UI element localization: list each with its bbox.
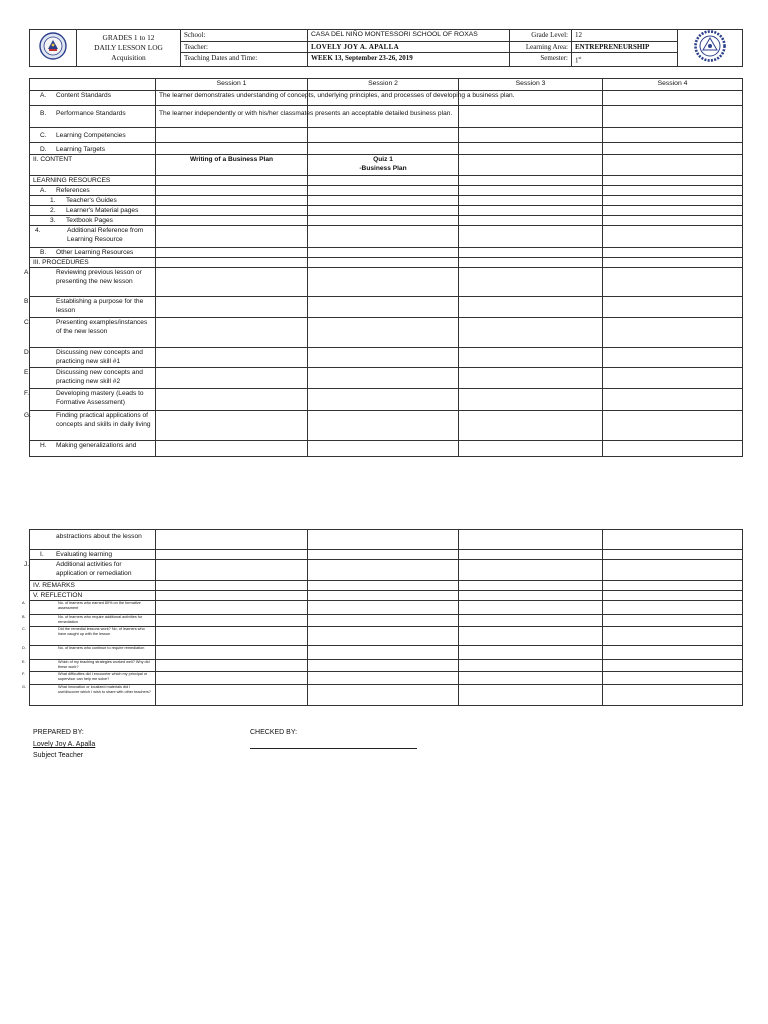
learning-competencies-row — [30, 128, 743, 143]
row-label: Learning Competencies — [56, 132, 126, 139]
cell — [459, 258, 603, 268]
procedure-h-row — [30, 441, 743, 457]
row-letter: B. — [24, 298, 31, 305]
row-label: Establishing a purpose for the lesson — [56, 298, 144, 314]
cell — [603, 348, 743, 368]
cell — [156, 615, 308, 627]
cell — [459, 318, 603, 348]
cell — [308, 411, 459, 441]
session-1-header: Session 1 — [156, 79, 308, 91]
deped-seal-logo — [30, 30, 77, 67]
cell — [459, 176, 603, 186]
cell — [308, 615, 459, 627]
textbook-pages-label — [30, 216, 156, 226]
cell — [459, 206, 603, 216]
cell — [308, 581, 459, 591]
log-title-block — [77, 30, 181, 67]
reflection-a-row — [30, 601, 743, 615]
cell — [603, 196, 743, 206]
cell — [459, 226, 603, 248]
teaching-dates-label: Teaching Dates and Time: — [181, 53, 308, 67]
content-standards-row — [30, 91, 743, 106]
procedure-f-label — [24, 389, 156, 411]
session-2-content — [308, 155, 459, 176]
cell — [459, 216, 603, 226]
learning-competencies-label — [30, 128, 156, 143]
cell — [308, 186, 459, 196]
checked-by-signature-line — [250, 748, 417, 749]
cell — [308, 216, 459, 226]
procedure-i-row — [30, 550, 743, 560]
cell — [308, 248, 459, 258]
row-letter: C. — [22, 627, 26, 631]
teacher-value: LOVELY JOY A. APALLA — [308, 41, 510, 53]
content-label: II. CONTENT — [30, 155, 156, 176]
row-label: No. of learners who earned 80% on the formative assessment — [58, 601, 141, 610]
cell — [603, 176, 743, 186]
cell — [156, 560, 308, 581]
cell — [603, 318, 743, 348]
session-header-row — [30, 79, 743, 91]
row-label: No. of learners who require additional activities for remediation — [58, 615, 143, 624]
cell — [308, 627, 459, 646]
cell — [156, 550, 308, 560]
cell — [156, 601, 308, 615]
cell — [308, 206, 459, 216]
cell — [308, 441, 459, 457]
row-letter: A. — [24, 269, 31, 276]
content-row — [30, 155, 743, 176]
cell — [308, 318, 459, 348]
semester-number: 1 — [575, 56, 579, 65]
row-label: Discussing new concepts and practicing new skill #1 — [56, 349, 143, 365]
row-letter: H. — [40, 442, 47, 449]
cell — [459, 248, 603, 258]
cell — [156, 411, 308, 441]
cell — [603, 646, 743, 660]
teachers-guides-label — [30, 196, 156, 206]
preparer-name: Lovely Joy A. Apalla — [33, 741, 96, 748]
row-letter: B. — [22, 615, 26, 619]
cell — [603, 368, 743, 389]
cell — [308, 389, 459, 411]
preparer-role: Subject Teacher — [33, 752, 84, 759]
school-seal-logo — [678, 30, 743, 67]
school-label: School: — [181, 30, 308, 42]
semester-value — [572, 53, 678, 67]
remarks-label: IV. REMARKS — [30, 581, 156, 591]
cell — [156, 226, 308, 248]
cell — [459, 672, 603, 685]
cell — [308, 368, 459, 389]
row-letter: G. — [22, 685, 27, 689]
procedure-c-label — [24, 318, 156, 348]
cell — [459, 348, 603, 368]
cell — [459, 143, 603, 155]
cell — [156, 685, 308, 706]
cell — [308, 143, 459, 155]
session-3-header: Session 3 — [459, 79, 603, 91]
procedure-a-label — [24, 268, 156, 297]
cell — [156, 672, 308, 685]
row-letter: C. — [24, 319, 31, 326]
cell — [603, 248, 743, 258]
cell — [156, 660, 308, 672]
cell — [156, 389, 308, 411]
teacher-label: Teacher: — [181, 41, 308, 53]
cell — [156, 248, 308, 258]
reflection-d-row — [30, 646, 743, 660]
procedure-i-label — [30, 550, 156, 560]
cell — [459, 591, 603, 601]
references-label — [30, 186, 156, 196]
cell — [459, 685, 603, 706]
cell — [308, 297, 459, 318]
learning-resources-label: LEARNING RESOURCES — [30, 176, 156, 186]
cell — [459, 581, 603, 591]
cell — [308, 226, 459, 248]
learning-targets-label — [30, 143, 156, 155]
procedures-row — [30, 258, 743, 268]
procedure-j-label — [24, 560, 156, 581]
performance-standards-row — [30, 106, 743, 128]
cell — [603, 601, 743, 615]
textbook-pages-row — [30, 216, 743, 226]
procedure-e-row — [30, 368, 743, 389]
reflection-e-row — [30, 660, 743, 672]
row-label: Discussing new concepts and practicing new skill #2 — [56, 369, 143, 385]
row-letter: I. — [40, 551, 44, 558]
cell — [603, 615, 743, 627]
cell — [603, 226, 743, 248]
cell — [459, 411, 603, 441]
cell — [603, 389, 743, 411]
cell — [459, 268, 603, 297]
row-letter: B. — [40, 110, 47, 117]
row-label: Presenting examples/instances of the new lesson — [56, 319, 148, 335]
procedures-label: III. PROCEDURES — [30, 258, 156, 268]
cell — [603, 258, 743, 268]
cell — [156, 646, 308, 660]
cell — [603, 143, 743, 155]
reflection-c-row — [30, 627, 743, 646]
cell — [156, 368, 308, 389]
teachers-guides-row — [30, 196, 743, 206]
reflection-f-row — [30, 672, 743, 685]
procedure-d-label — [24, 348, 156, 368]
cell — [603, 627, 743, 646]
cell — [459, 627, 603, 646]
quiz-title: Quiz 1 — [373, 156, 393, 163]
cell — [603, 411, 743, 441]
cell — [603, 216, 743, 226]
performance-standards-text: The learner independently or with his/her classmates presents an acceptable detailed business plan. — [156, 106, 308, 128]
procedure-b-row — [30, 297, 743, 318]
row-label: Learning Targets — [56, 146, 105, 153]
cell — [603, 91, 743, 106]
quiz-topic: -Business Plan — [359, 165, 407, 172]
cell — [459, 530, 603, 550]
cell — [156, 143, 308, 155]
cell — [156, 196, 308, 206]
cell — [603, 297, 743, 318]
cell — [308, 660, 459, 672]
content-standards-label — [30, 91, 156, 106]
row-letter: F. — [24, 390, 30, 397]
lesson-log-table-page2 — [22, 529, 743, 706]
row-label: No. of learners who continue to require remediation — [58, 646, 145, 650]
session-1-content: Writing of a Business Plan — [156, 155, 308, 176]
blank-cell — [30, 79, 156, 91]
learning-area-label: Learning Area: — [510, 41, 572, 53]
cell — [603, 530, 743, 550]
cell — [603, 685, 743, 706]
row-label: Textbook Pages — [66, 217, 113, 224]
cell — [459, 297, 603, 318]
content-standards-text: The learner demonstrates understanding of concepts, underlying principles, and processes of developing a business plan. — [156, 91, 308, 106]
semester-label: Semester: — [510, 53, 572, 67]
cell — [308, 601, 459, 615]
cell — [156, 297, 308, 318]
cell — [308, 672, 459, 685]
cell — [156, 176, 308, 186]
grade-level-value: 12 — [572, 30, 678, 42]
performance-standards-label — [30, 106, 156, 128]
row-label: Which of my teaching strategies worked well? Why did these work? — [58, 660, 150, 669]
cell — [459, 560, 603, 581]
procedure-g-label — [24, 411, 156, 441]
lesson-log-table-page1 — [24, 78, 743, 457]
cell — [459, 550, 603, 560]
cell — [156, 348, 308, 368]
row-label: Performance Standards — [56, 110, 126, 117]
cell — [156, 186, 308, 196]
row-label: Additional activities for application or remediation — [56, 561, 132, 577]
row-letter: J. — [24, 561, 30, 568]
row-letter: A. — [40, 92, 47, 99]
cell — [603, 441, 743, 457]
cell — [459, 106, 603, 128]
grades-label: GRADES 1 to 12 — [102, 33, 155, 42]
cell — [459, 128, 603, 143]
references-row — [30, 186, 743, 196]
row-label: What innovation or localized materials did I use/discover which I wish to share with other teachers? — [58, 685, 151, 694]
row-letter: A. — [22, 601, 26, 605]
grade-level-label: Grade Level: — [510, 30, 572, 42]
cell — [156, 258, 308, 268]
row-number: 3. — [50, 217, 56, 224]
row-label: Other Learning Resources — [56, 249, 134, 256]
cell — [603, 672, 743, 685]
cell — [603, 581, 743, 591]
additional-reference-row — [30, 226, 743, 248]
reflection-c-label — [22, 627, 156, 646]
session-4-header: Session 4 — [603, 79, 743, 91]
learning-area-value: ENTREPRENEURSHIP — [572, 41, 678, 53]
remarks-row — [30, 581, 743, 591]
row-label: Did the remedial lessons work? No. of learners who have caught up with the lesson — [58, 627, 145, 636]
checked-by-label: CHECKED BY: — [250, 729, 298, 736]
reflection-b-row — [30, 615, 743, 627]
reflection-row — [30, 591, 743, 601]
row-letter: D. — [40, 146, 47, 153]
row-letter: A. — [40, 187, 47, 194]
cell — [308, 258, 459, 268]
cell — [459, 660, 603, 672]
row-number: 4. — [35, 227, 41, 234]
daily-lesson-log-title: DAILY LESSON LOG — [94, 43, 163, 52]
procedure-h-continued-label: abstractions about the lesson — [30, 530, 156, 550]
learners-material-row — [30, 206, 743, 216]
cell — [308, 128, 459, 143]
reflection-a-label — [22, 601, 156, 615]
procedure-f-row — [30, 389, 743, 411]
cell — [603, 128, 743, 143]
semester-suffix: st — [578, 55, 582, 61]
procedure-b-label — [24, 297, 156, 318]
row-label: Learner's Material pages — [66, 207, 139, 214]
acquisition-subtitle: Acquisition — [111, 53, 146, 62]
header-table — [29, 29, 743, 67]
procedure-a-row — [30, 268, 743, 297]
teaching-dates-value: WEEK 13, September 23-26, 2019 — [308, 53, 510, 67]
row-label: Teacher's Guides — [66, 197, 117, 204]
cell — [156, 591, 308, 601]
cell — [459, 615, 603, 627]
row-label: Additional Reference from Learning Resource — [67, 227, 144, 243]
row-label: Making generalizations and — [56, 442, 137, 449]
reflection-e-label — [22, 660, 156, 672]
cell — [156, 530, 308, 550]
cell — [308, 646, 459, 660]
cell — [459, 186, 603, 196]
cell — [603, 155, 743, 176]
cell — [156, 128, 308, 143]
cell — [603, 591, 743, 601]
cell — [308, 591, 459, 601]
cell — [308, 550, 459, 560]
cell — [603, 268, 743, 297]
row-letter: E. — [24, 369, 31, 376]
cell — [603, 660, 743, 672]
row-number: 2. — [50, 207, 56, 214]
learning-targets-row — [30, 143, 743, 155]
row-letter: D. — [24, 349, 31, 356]
row-letter: G. — [24, 412, 31, 419]
row-letter: D. — [22, 646, 26, 650]
cell — [308, 176, 459, 186]
row-letter: F. — [22, 672, 25, 676]
procedure-d-row — [30, 348, 743, 368]
row-label: What difficulties did I encounter which my principal or supervisor can help me solve? — [58, 672, 148, 681]
row-label: References — [56, 187, 90, 194]
cell — [308, 348, 459, 368]
cell — [459, 601, 603, 615]
other-resources-row — [30, 248, 743, 258]
cell — [156, 216, 308, 226]
procedure-h-continued-row — [30, 530, 743, 550]
row-label: Evaluating learning — [56, 551, 113, 558]
row-label: Finding practical applications of concepts and skills in daily living — [56, 412, 151, 428]
cell — [156, 627, 308, 646]
learners-material-label — [30, 206, 156, 216]
cell — [156, 318, 308, 348]
row-number: 1. — [50, 197, 56, 204]
reflection-f-label — [22, 672, 156, 685]
cell — [603, 186, 743, 196]
cell — [603, 106, 743, 128]
procedure-c-row — [30, 318, 743, 348]
cell — [156, 441, 308, 457]
school-value: CASA DEL NIÑO MONTESSORI SCHOOL OF ROXAS — [308, 30, 510, 42]
prepared-by-label: PREPARED BY: — [33, 729, 84, 736]
row-letter: C. — [40, 132, 47, 139]
reflection-b-label — [22, 615, 156, 627]
row-label: Reviewing previous lesson or presenting the new lesson — [56, 269, 142, 285]
row-letter: B. — [40, 249, 47, 256]
cell — [459, 368, 603, 389]
cell — [156, 581, 308, 591]
procedure-e-label — [24, 368, 156, 389]
cell — [459, 441, 603, 457]
cell — [459, 155, 603, 176]
reflection-d-label — [22, 646, 156, 660]
procedure-h-label — [30, 441, 156, 457]
additional-reference-label — [30, 226, 156, 248]
cell — [459, 196, 603, 206]
cell — [156, 206, 308, 216]
cell — [603, 206, 743, 216]
reflection-g-label — [22, 685, 156, 706]
row-letter: E. — [22, 660, 26, 664]
cell — [308, 685, 459, 706]
cell — [308, 196, 459, 206]
cell — [603, 560, 743, 581]
cell — [603, 550, 743, 560]
reflection-g-row — [30, 685, 743, 706]
cell — [308, 268, 459, 297]
procedure-j-row — [30, 560, 743, 581]
cell — [459, 646, 603, 660]
cell — [308, 560, 459, 581]
procedure-g-row — [30, 411, 743, 441]
row-label: Content Standards — [56, 92, 111, 99]
reflection-label: V. REFLECTION — [30, 591, 156, 601]
cell — [156, 268, 308, 297]
cell — [308, 530, 459, 550]
row-label: Developing mastery (Leads to Formative Assessment) — [56, 390, 144, 406]
learning-resources-row — [30, 176, 743, 186]
cell — [459, 389, 603, 411]
session-2-header: Session 2 — [308, 79, 459, 91]
other-resources-label — [30, 248, 156, 258]
